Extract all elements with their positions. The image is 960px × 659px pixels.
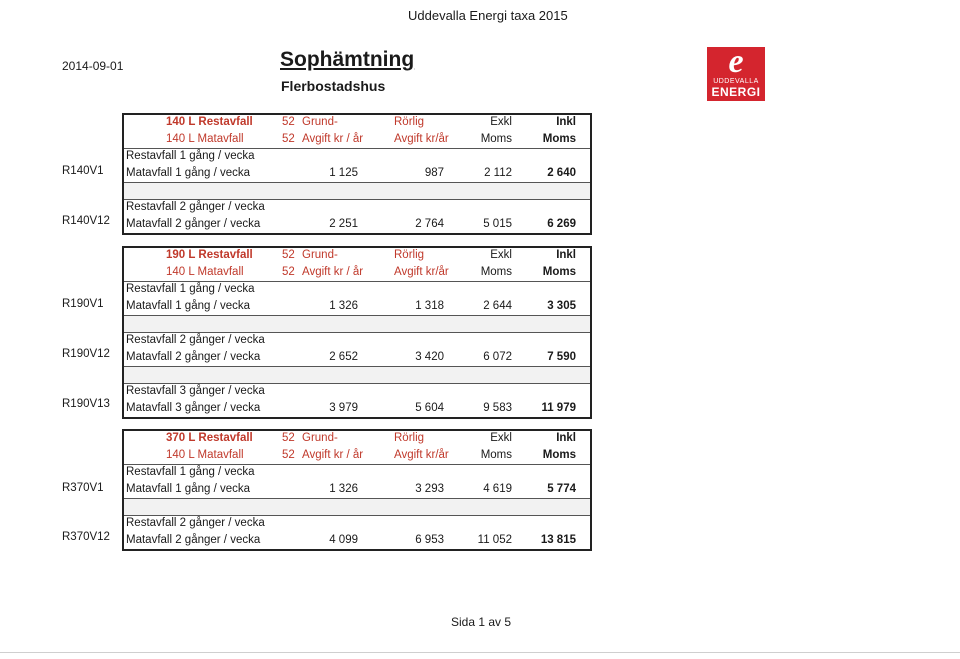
- table-row: [124, 533, 590, 550]
- per-year-label: 52: [282, 132, 295, 145]
- rest-frequency: Restavfall 3 gånger / vecka: [126, 385, 265, 397]
- price-block-370: [122, 429, 592, 551]
- logo-line2: ENERGI: [711, 85, 761, 99]
- rorlig-value: 5 604: [415, 401, 444, 414]
- inkl-header: Inkl: [556, 432, 576, 444]
- exkl-subheader: Moms: [480, 132, 512, 145]
- rorlig-subheader: Avgift kr/år: [394, 132, 449, 145]
- table-row: [124, 383, 590, 401]
- rest-frequency: Restavfall 1 gång / vecka: [126, 466, 255, 478]
- per-year-label: 52: [282, 432, 295, 444]
- page-title: Sophämtning: [280, 48, 415, 71]
- rorlig-subheader: Avgift kr/år: [394, 448, 449, 461]
- spacer-row: [124, 366, 590, 383]
- exkl-value: 6 072: [483, 350, 512, 363]
- table-row: [124, 166, 590, 183]
- exkl-subheader: Moms: [480, 448, 512, 461]
- mat-frequency: Matavfall 3 gånger / vecka: [126, 401, 261, 414]
- grund-value: 1 326: [329, 299, 358, 312]
- block-header-row: [124, 448, 590, 465]
- block-header-row: [124, 115, 590, 132]
- table-row: [124, 350, 590, 367]
- spacer-row: [124, 498, 590, 515]
- rest-frequency: Restavfall 2 gånger / vecka: [126, 334, 265, 346]
- block-header-row: [124, 265, 590, 282]
- rest-size-label: 190 L Restavfall: [166, 249, 253, 261]
- tariff-code: R190V13: [62, 398, 110, 410]
- mat-size-label: 140 L Matavfall: [166, 448, 244, 461]
- mat-size-label: 140 L Matavfall: [166, 132, 244, 145]
- exkl-header: Exkl: [490, 432, 512, 444]
- tariff-code: R370V12: [62, 531, 110, 543]
- logo-mark: e: [728, 43, 744, 80]
- rest-frequency: Restavfall 1 gång / vecka: [126, 150, 255, 162]
- table-row: [124, 332, 590, 350]
- rest-size-label: 370 L Restavfall: [166, 432, 253, 444]
- rest-size-label: 140 L Restavfall: [166, 116, 253, 128]
- tariff-code: R140V12: [62, 215, 110, 227]
- exkl-value: 5 015: [483, 217, 512, 230]
- grund-value: 4 099: [329, 533, 358, 546]
- page-number: Sida 1 av 5: [451, 615, 512, 629]
- tariff-code: R190V1: [62, 298, 104, 310]
- table-row: [124, 199, 590, 217]
- tariff-code: R140V1: [62, 165, 104, 177]
- tariff-code: R370V1: [62, 482, 104, 494]
- exkl-value: 2 644: [483, 299, 512, 312]
- mat-frequency: Matavfall 2 gånger / vecka: [126, 217, 261, 230]
- per-year-label: 52: [282, 116, 295, 128]
- exkl-value: 2 112: [484, 166, 512, 179]
- rorlig-header: Rörlig: [394, 432, 425, 444]
- rest-frequency: Restavfall 1 gång / vecka: [126, 283, 255, 295]
- inkl-value: 13 815: [540, 533, 576, 546]
- tariff-code: R190V12: [62, 348, 110, 360]
- rorlig-value: 1 318: [415, 299, 444, 312]
- mat-frequency: Matavfall 2 gånger / vecka: [126, 350, 261, 363]
- spacer-row: [124, 182, 590, 199]
- exkl-subheader: Moms: [480, 265, 512, 278]
- grund-subheader: Avgift kr / år: [302, 132, 364, 145]
- grund-header: Grund-: [302, 116, 338, 128]
- table-row: [124, 401, 590, 418]
- exkl-value: 9 583: [483, 401, 512, 414]
- rorlig-value: 3 420: [415, 350, 444, 363]
- company-logo: [707, 43, 765, 101]
- rorlig-value: 2 764: [415, 217, 444, 230]
- mat-frequency: Matavfall 1 gång / vecka: [126, 166, 251, 179]
- rorlig-value: 987: [424, 166, 444, 179]
- grund-value: 3 979: [329, 401, 358, 414]
- spacer-row: [124, 315, 590, 332]
- bottom-divider: [0, 652, 960, 653]
- inkl-value: 11 979: [541, 401, 576, 414]
- rorlig-header: Rörlig: [394, 249, 425, 261]
- per-year-label: 52: [282, 265, 295, 278]
- document-header: Uddevalla Energi taxa 2015: [408, 8, 568, 23]
- per-year-label: 52: [282, 249, 295, 261]
- mat-size-label: 140 L Matavfall: [166, 265, 244, 278]
- rorlig-value: 3 293: [415, 482, 444, 495]
- inkl-value: 7 590: [547, 350, 576, 363]
- grund-header: Grund-: [302, 432, 338, 444]
- rorlig-subheader: Avgift kr/år: [394, 265, 449, 278]
- block-header-row: [124, 248, 590, 265]
- inkl-value: 5 774: [547, 482, 576, 495]
- grund-value: 2 652: [329, 350, 358, 363]
- grund-value: 2 251: [329, 217, 358, 230]
- inkl-value: 3 305: [547, 299, 576, 312]
- table-row: [124, 299, 590, 316]
- mat-frequency: Matavfall 1 gång / vecka: [126, 482, 251, 495]
- rorlig-value: 6 953: [415, 533, 444, 546]
- table-row: [124, 482, 590, 499]
- inkl-value: 6 269: [547, 217, 576, 230]
- inkl-header: Inkl: [556, 116, 576, 128]
- inkl-subheader: Moms: [542, 448, 576, 461]
- grund-header: Grund-: [302, 249, 338, 261]
- grund-value: 1 326: [329, 482, 358, 495]
- table-row: [124, 217, 590, 234]
- page-subtitle: Flerbostadshus: [281, 78, 386, 94]
- per-year-label: 52: [282, 448, 295, 461]
- inkl-header: Inkl: [556, 249, 576, 261]
- logo-line1: UDDEVALLA: [713, 78, 759, 85]
- mat-frequency: Matavfall 1 gång / vecka: [126, 299, 251, 312]
- table-row: [124, 464, 590, 482]
- exkl-value: 4 619: [483, 482, 512, 495]
- block-header-row: [124, 431, 590, 448]
- exkl-value: 11 052: [477, 533, 512, 546]
- mat-frequency: Matavfall 2 gånger / vecka: [126, 533, 261, 546]
- price-block-190: [122, 246, 592, 419]
- grund-subheader: Avgift kr / år: [302, 448, 364, 461]
- table-row: [124, 148, 590, 166]
- grund-subheader: Avgift kr / år: [302, 265, 364, 278]
- block-header-row: [124, 132, 590, 149]
- inkl-subheader: Moms: [542, 265, 576, 278]
- document-date: 2014-09-01: [62, 59, 124, 73]
- rest-frequency: Restavfall 2 gånger / vecka: [126, 201, 265, 213]
- table-row: [124, 515, 590, 533]
- rorlig-header: Rörlig: [394, 116, 425, 128]
- grund-value: 1 125: [329, 166, 358, 179]
- exkl-header: Exkl: [490, 116, 512, 128]
- exkl-header: Exkl: [490, 249, 512, 261]
- rest-frequency: Restavfall 2 gånger / vecka: [126, 517, 265, 529]
- inkl-value: 2 640: [547, 166, 576, 179]
- inkl-subheader: Moms: [542, 132, 576, 145]
- table-row: [124, 281, 590, 299]
- price-block-140: [122, 113, 592, 235]
